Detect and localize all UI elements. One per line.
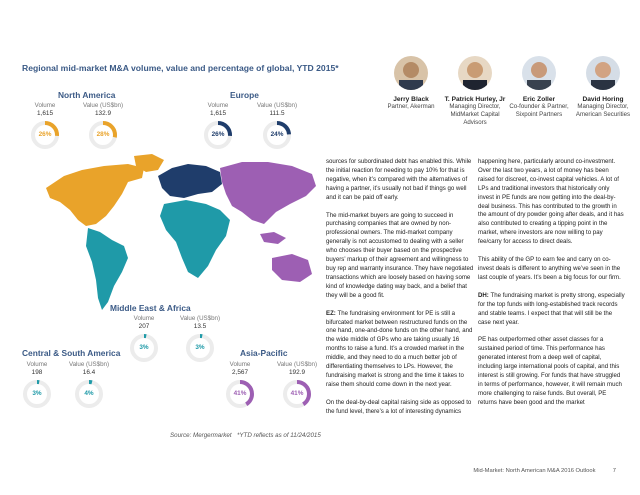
person-name: T. Patrick Hurley, Jr [444, 96, 506, 103]
footer-text: Mid-Market: North American M&A 2016 Outlook [473, 468, 596, 474]
map-se-asia [260, 232, 286, 244]
map-asia [220, 162, 316, 224]
speaker-initials: DH: [478, 291, 491, 299]
person-title: Partner, Akerman [387, 103, 435, 110]
metric-value: 198 [31, 369, 43, 376]
metric-label: Volume [133, 315, 155, 322]
metric-value: 132.9 [95, 110, 111, 117]
donut-gauge [185, 333, 215, 363]
donut-gauge [203, 120, 233, 150]
metric-value: 207 [138, 323, 150, 330]
metric-value: 1,615 [210, 110, 226, 117]
person-card [379, 56, 443, 111]
gauge-percent: 3% [195, 344, 205, 351]
map-north-america [46, 164, 144, 226]
region-name: Europe [230, 90, 259, 100]
paragraph: sources for subordinated debt has enabled this. While the initial reaction for needing to pay 10% for that is negative, when it’s compared with the alternatives of having a partner, it’s usually not bad if things go well and it can be paid off early. [326, 158, 472, 201]
donut-gauge [282, 379, 312, 409]
article-column-middle [326, 158, 474, 426]
metric-value: 111.5 [269, 110, 285, 117]
gauge-percent: 28% [96, 131, 110, 138]
gauge-percent: 41% [233, 390, 247, 397]
donut-gauge [88, 120, 118, 150]
metric-value: 16.4 [82, 369, 96, 376]
metric-label: Value (US$bn) [256, 102, 298, 109]
gauge-percent: 41% [290, 390, 304, 397]
article-column-right [478, 158, 626, 417]
metric-label: Value (US$bn) [276, 361, 318, 368]
avatar [522, 56, 556, 90]
gauge-percent: 24% [270, 131, 284, 138]
metric-label: Volume [26, 361, 48, 368]
map-australia [272, 254, 312, 282]
world-map [16, 150, 326, 320]
person-name: Jerry Black [393, 96, 429, 103]
donut-gauge [262, 120, 292, 150]
metric-label: Value (US$bn) [82, 102, 124, 109]
map-africa [160, 200, 230, 278]
page-number: 7 [612, 468, 616, 474]
avatar [458, 56, 492, 90]
person-title: Co-founder & Partner, Sixpoint Partners [509, 103, 569, 118]
figure-footnote: *YTD reflects as of 11/24/2015 [237, 432, 321, 439]
gauge-percent: 26% [211, 131, 225, 138]
gauge-percent: 26% [38, 131, 52, 138]
people-row [379, 56, 634, 146]
region-name: Middle East & Africa [110, 303, 191, 313]
person-name: Eric Zoller [522, 96, 556, 103]
metric-label: Value (US$bn) [179, 315, 221, 322]
donut-gauge [129, 333, 159, 363]
metric-label: Volume [34, 102, 56, 109]
page-footer [473, 468, 616, 474]
avatar [394, 56, 428, 90]
metric-label: Volume [229, 361, 251, 368]
person-name: David Horing [582, 96, 624, 103]
person-card [443, 56, 507, 127]
figure-source: Source: Mergermarket [170, 432, 232, 439]
person-card [507, 56, 571, 119]
metric-value: 192.9 [289, 369, 305, 376]
donut-gauge [22, 379, 52, 409]
gauge-percent: 3% [139, 344, 149, 351]
metric-value: 13.5 [193, 323, 207, 330]
map-south-america [86, 228, 128, 310]
region-name: Asia-Pacific [240, 348, 288, 358]
avatar [586, 56, 620, 90]
figure-title: Regional mid-market M&A volume, value and percentage of global, YTD 2015* [22, 63, 339, 73]
paragraph: happening here, particularly around co-investment. Over the last two years, a lot of money has been raised for discreet, co-invest capital vehicles. A lot of LPs and traditional investors that historically only invest in PE funds are now getting into the deal-by-deal business. This has contributed to the growth in the amount of dry powder going after deals, and it has also contributed to creating a tipping point in the market, where investors are now willing to pay fee/carry for access to direct deals. [478, 158, 624, 246]
speaker-initials: EZ: [326, 309, 338, 317]
person-title: Managing Director, MidMarket Capital Advisors [449, 103, 501, 126]
region-name: Central & South America [22, 348, 121, 358]
paragraph: PE has outperformed other asset classes for a sustained period of time. This performance has generated interest from a deep well of capital, including large international pools of capital, and this interest is still growing. For funds that have struggled in terms of performance, however, it will remain much more challenging to raise funds. But overall, PE returns have been good and the market [478, 336, 622, 406]
donut-gauge [225, 379, 255, 409]
paragraph: On the deal-by-deal capital raising side as opposed to the fund level, there’s a lot of interesting dynamics [326, 398, 472, 415]
map-europe [158, 164, 222, 198]
paragraph: EZ: The fundraising environment for PE is still a bifurcated market between restructured funds on the one hand, one-and-done funds on the other hand, and the wide middle of GPs who are taking usually 16 months to raise a fund. It’s a crowded market in the middle, and they need to do a much better job of differentiating themselves to LPs. However, the fundraising market is strong and the time it takes to raise them should come down in the next year. [326, 309, 473, 388]
donut-gauge [30, 120, 60, 150]
metric-label: Volume [207, 102, 229, 109]
metric-value: 2,567 [232, 369, 248, 376]
person-title: Managing Director, American Securities [575, 103, 631, 118]
region-name: North America [58, 90, 116, 100]
gauge-percent: 3% [32, 390, 42, 397]
metric-label: Value (US$bn) [68, 361, 110, 368]
gauge-percent: 4% [84, 390, 94, 397]
paragraph: The mid-market buyers are going to succeed in purchasing companies that are owned by non-professional owners. The mid-market company generally is not accustomed to dealing with a seller who chooses their buyer based on the prospective buyers’ markup of their agreement and willingness to buy rep and warranty insurance. They have negotiated transactions which are loosely based on having some kind of knowledge dating way back, and a belief that they will be a good fit. [326, 211, 474, 299]
donut-gauge [74, 379, 104, 409]
person-card [571, 56, 635, 119]
paragraph: DH: The fundraising market is pretty strong, especially for the top funds with long-established track records and stable teams. I expect that that will still be the case next year. [478, 291, 625, 326]
metric-value: 1,615 [37, 110, 53, 117]
paragraph: This ability of the GP to earn fee and carry on co-invest deals is different to anything we’ve seen in the last couple of years. It’s been a big focus for our firm. [478, 256, 621, 281]
